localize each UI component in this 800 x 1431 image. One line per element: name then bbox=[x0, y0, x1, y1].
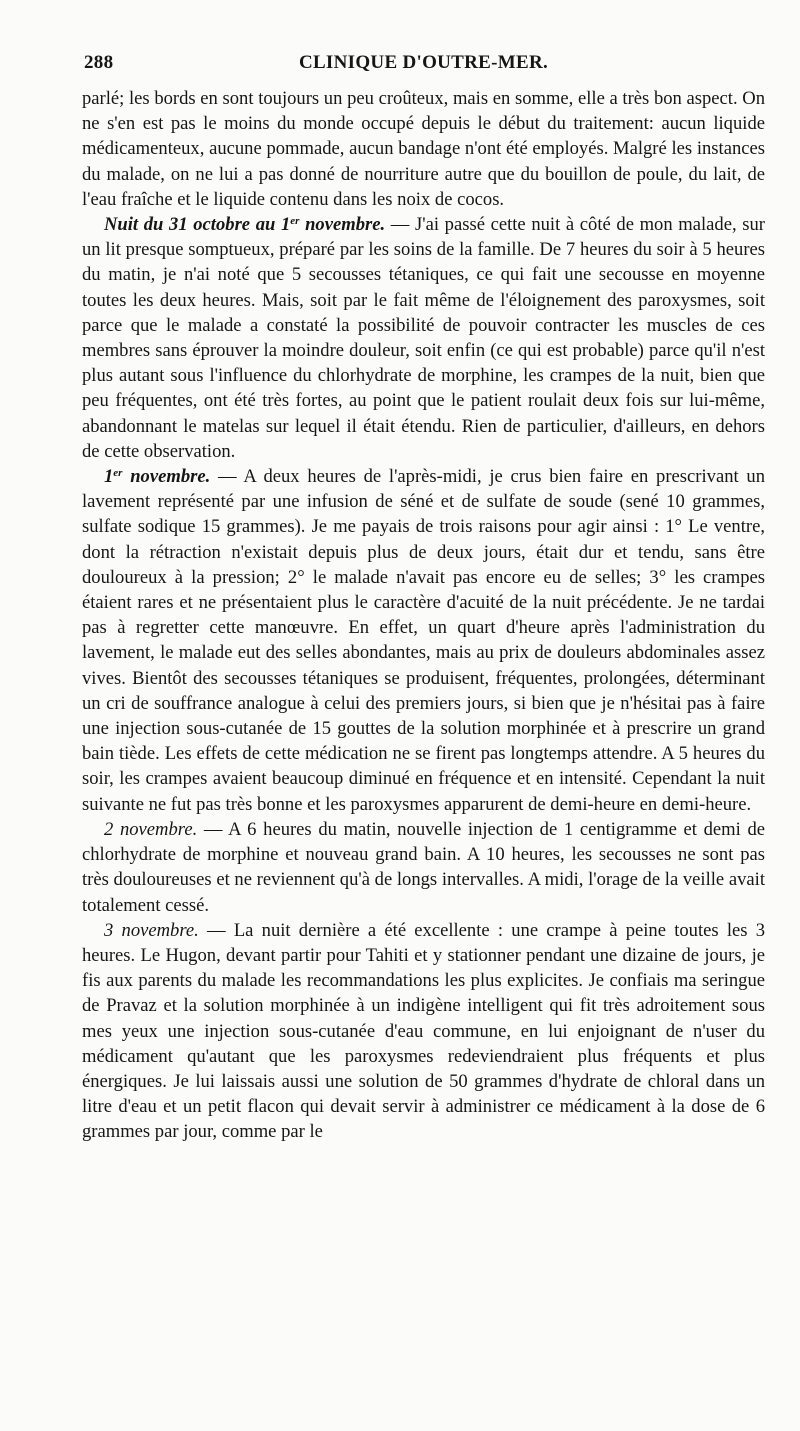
paragraph-5 bbox=[82, 918, 765, 1145]
lead-superscript: er bbox=[290, 215, 300, 228]
lead-tail: novembre. bbox=[299, 214, 386, 236]
paragraph-text: — A deux heures de l'après-midi, je crus bien faire en prescrivant un lavement représenté par une infusion de séné et de sulfate de soude (sené 10 grammes, sulfate sodique 15 grammes). Je me payais de trois raisons pour agir ainsi : 1° Le ventre, dont la rétraction n'existait depuis plus de deux jours, était dur et tendu, sans être douloureux à la pression; 2° le malade n'avait pas encore eu de selles; 3° les crampes étaient rares et ne présentaient plus le caractère d'acuité de la nuit précédente. Je ne tardai pas à regretter cette manœuvre. En effet, un quart d'heure après l'administration du lavement, le malade eut des selles abondantes, mais au prix de douleurs abdominales assez vives. Bientôt des secousses tétaniques se produisent, fréquentes, prolongées, déterminant un cri de souffrance analogue à celui des premiers jours, si bien que je n'hésitai pas à faire une injection sous-cutanée de 15 gouttes de la solution morphinée et à prescrire un grand bain tiède. Les effets de cette médication ne se firent pas longtemps attendre. A 5 heures du soir, les crampes avaient beaucoup diminué en fréquence et en intensité. Cependant la nuit suivante ne fut pas très bonne et les paroxysmes apparurent de demi-heure en demi-heure. bbox=[82, 466, 765, 815]
paragraph-text: — J'ai passé cette nuit à côté de mon malade, sur un lit presque somptueux, préparé par les soins de la famille. De 7 heures du soir à 5 heures du matin, je n'ai noté que 5 secousses tétaniques, ce qui fait une secousse en moyenne toutes les deux heures. Mais, soit par le fait même de l'éloignement des paroxysmes, soit parce que le malade a constaté la possibilité de pouvoir contracter les muscles de ces membres sans éprouver la moindre douleur, soit enfin (ce qui est probable) parce qu'il n'est plus autant sous l'influence du chlorhydrate de morphine, les crampes de la nuit, bien que peu fréquentes, ont été très fortes, au point que le patient roulait deux fois sur lui-même, abandonnant le matelas sur lequel il était étendu. Rien de particulier, d'ailleurs, en dehors de cette observation. bbox=[82, 214, 765, 462]
paragraph-3 bbox=[82, 464, 765, 817]
paragraph-lead: 3 novembre. bbox=[104, 919, 199, 941]
paragraph-lead bbox=[104, 214, 385, 235]
lead-superscript: er bbox=[113, 467, 123, 480]
paragraph-2 bbox=[82, 212, 765, 464]
paragraph-text: — La nuit dernière a été excellente : une crampe à peine toutes les 3 heures. Le Hugon, devant partir pour Tahiti et y stationner pendant une dizaine de jours, je fis aux parents du malade les recommandations les plus explicites. Je confiais ma seringue de Pravaz et la solution morphinée à un indigène intelligent qui fit très adroitement sous mes yeux une injection sous-cutanée d'eau commune, en lui enjoignant de n'user du médicament qu'autant que les paroxysmes redeviendraient plus fréquents et plus énergiques. Je lui laissais aussi une solution de 50 grammes d'hydrate de chloral dans un litre d'eau et un petit flacon qui devait servir à administrer ce médicament à la dose de 6 grammes par jour, comme par le bbox=[82, 919, 765, 1143]
page-number: 288 bbox=[84, 52, 114, 73]
lead-tail: novembre. bbox=[122, 466, 211, 488]
paragraph-lead: 2 novembre. bbox=[104, 818, 198, 840]
running-title: CLINIQUE D'OUTRE-MER. bbox=[298, 52, 549, 73]
paragraph-1 bbox=[82, 86, 765, 212]
paragraph-lead bbox=[104, 466, 210, 487]
paragraph-text: parlé; les bords en sont toujours un peu croûteux, mais en somme, elle a très bon aspect. On ne s'en est pas le moins du monde occupé depuis le début du traitement: aucun liquide médicamenteux, aucune pommade, aucun bandage n'ont été employés. Malgré les instances du malade, on ne lui a pas donné de nourriture autre que du bouillon de poule, du lait, de l'eau fraîche et le liquide contenu dans les noix de cocos. bbox=[82, 88, 765, 210]
page bbox=[82, 52, 765, 1145]
body-text bbox=[82, 86, 765, 1145]
running-header bbox=[82, 52, 765, 86]
lead-text: 1 bbox=[104, 466, 114, 488]
paragraph-4 bbox=[82, 817, 765, 918]
paragraph-text: — A 6 heures du matin, nouvelle injection de 1 centigramme et demi de chlorhydrate de morphine et nouveau grand bain. A 10 heures, les secousses ne sont pas très douloureuses et ne reviennent qu'à de longs intervalles. A midi, l'orage de la veille avait totalement cessé. bbox=[82, 818, 765, 916]
lead-text: Nuit du 31 octobre au 1 bbox=[104, 214, 291, 236]
